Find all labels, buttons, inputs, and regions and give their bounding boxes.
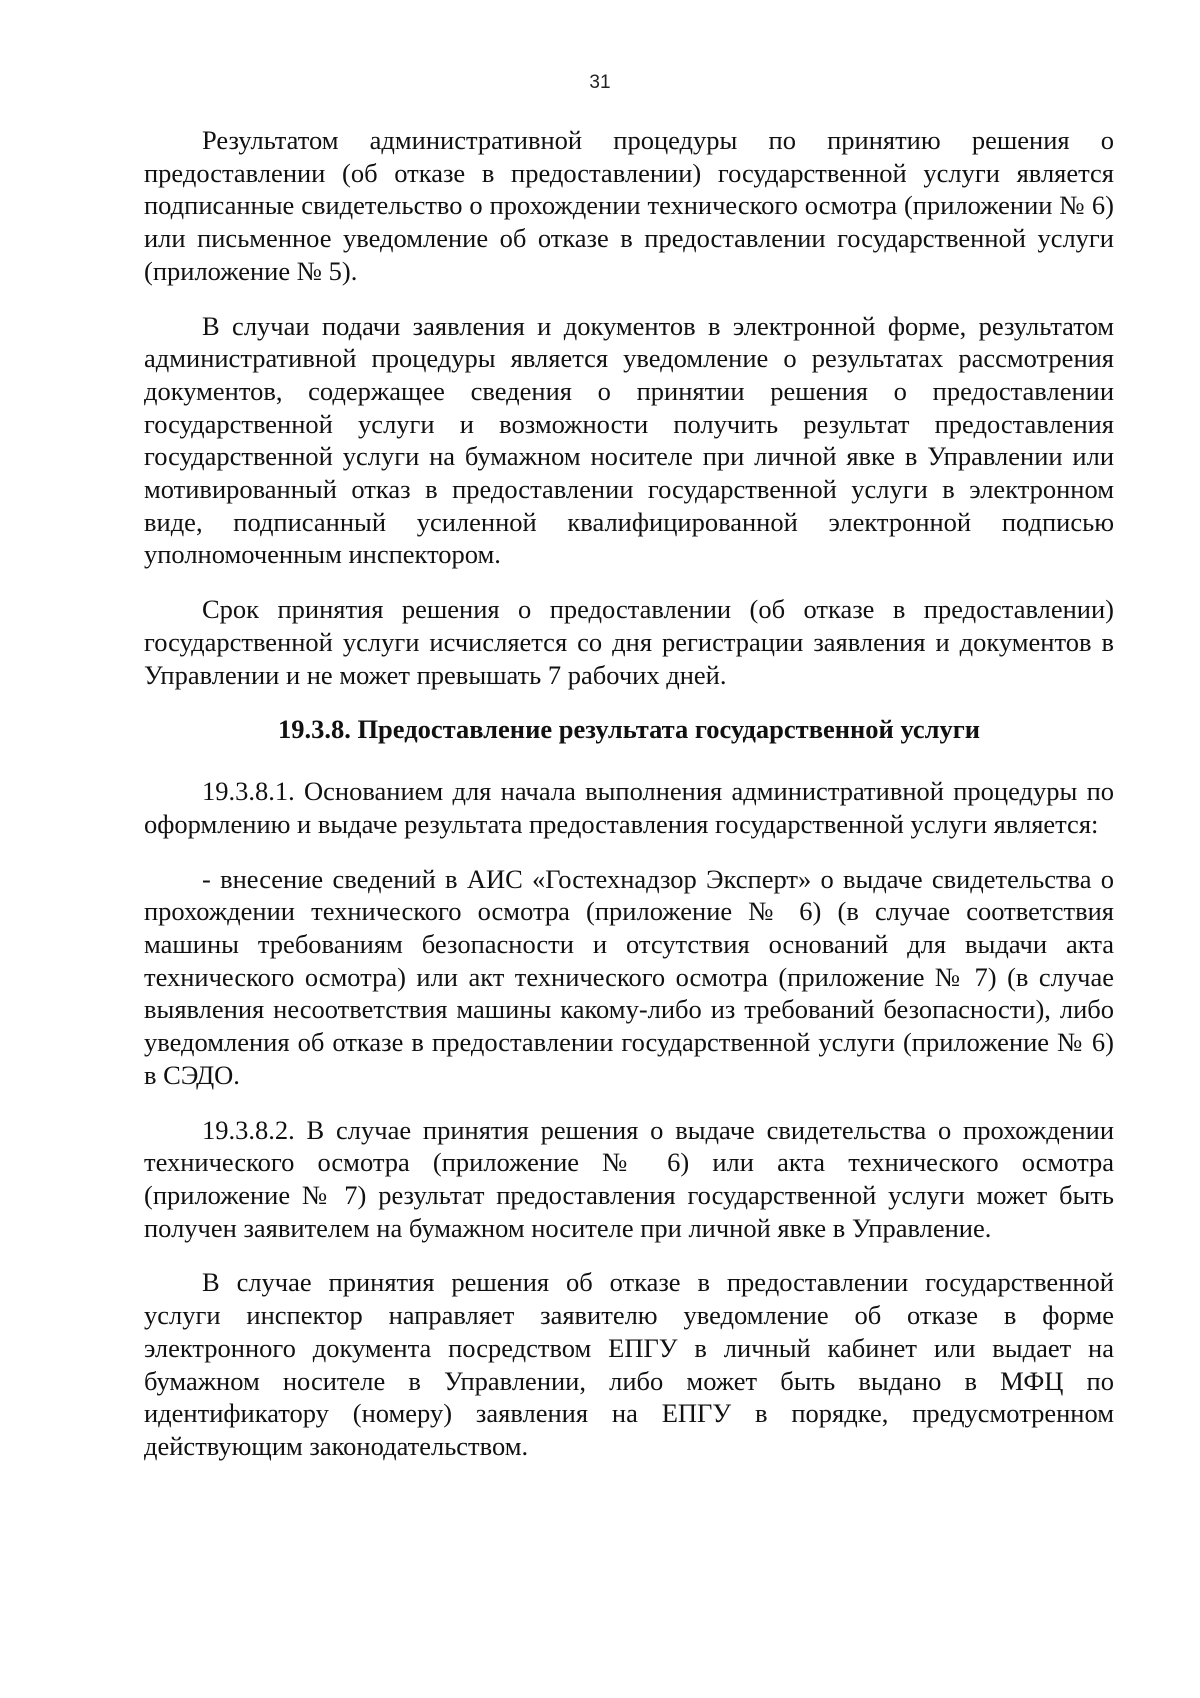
paragraph-19-3-8-2: 19.3.8.2. В случае принятия решения о выдаче свидетельства о прохождении технического осмотра (приложение № 6) или акта технического осмотра (приложение № 7) результат предоставления государственной услуги может быть получен заявителем на бумажном носителе при личной явке в Управление. — [144, 1114, 1114, 1243]
paragraph-decision-deadline: Срок принятия решения о предоставлении (об отказе в предоставлении) государственной услуги исчисляется со дня регистрации заявления и документов в Управлении и не может превышать 7 рабочих дней. — [144, 594, 1114, 690]
page-number: 31 — [589, 72, 611, 93]
paragraph-result-of-procedure: Результатом административной процедуры по принятию решения о предоставлении (об отказе в предоставлении) государственной услуги является подписанные свидетельство о прохождении технического осмотра (приложении № 6) или письменное уведомление об отказе в предоставлении государственной услуги (приложение № 5). — [144, 125, 1114, 286]
paragraph-19-3-8-1: 19.3.8.1. Основанием для начала выполнения административной процедуры по оформлению и выдаче результата предоставления государственной услуги является: — [144, 776, 1114, 839]
paragraph-electronic-submission: В случаи подачи заявления и документов в электронной форме, результатом административной процедуры является уведомление о результатах рассмотрения документов, содержащее сведения о принятии решения о предоставлении государственной услуги и возможности получить результат предоставления государственной услуги на бумажном носителе при личной явке в Управлении или мотивированный отказ в предоставлении государственной услуги в электронном виде, подписанный усиленной квалифицированной электронной подписью уполномоченным инспектором. — [144, 310, 1114, 570]
document-body — [144, 124, 1114, 1485]
paragraph-refusal-notification: В случае принятия решения об отказе в предоставлении государственной услуги инспектор направляет заявителю уведомление об отказе в форме электронного документа посредством ЕПГУ в личный кабинет или выдает на бумажном носителе в Управлении, либо может быть выдано в МФЦ по идентификатору (номеру) заявления на ЕПГУ в порядке, предусмотренном действующим законодательством. — [144, 1267, 1114, 1461]
section-heading: 19.3.8. Предоставление результата государственной услуги — [277, 714, 981, 745]
paragraph-list-item-ais-entry: - внесение сведений в АИС «Гостехнадзор Эксперт» о выдаче свидетельства о прохождении технического осмотра (приложение № 6) (в случае соответствия машины требованиям безопасности и отсутствия оснований для выдачи акта технического осмотра) или акт технического осмотра (приложение № 7) (в случае выявления несоответствия машины какому-либо из требований безопасности), либо уведомления об отказе в предоставлении государственной услуги (приложение № 6) в СЭДО. — [144, 863, 1114, 1090]
